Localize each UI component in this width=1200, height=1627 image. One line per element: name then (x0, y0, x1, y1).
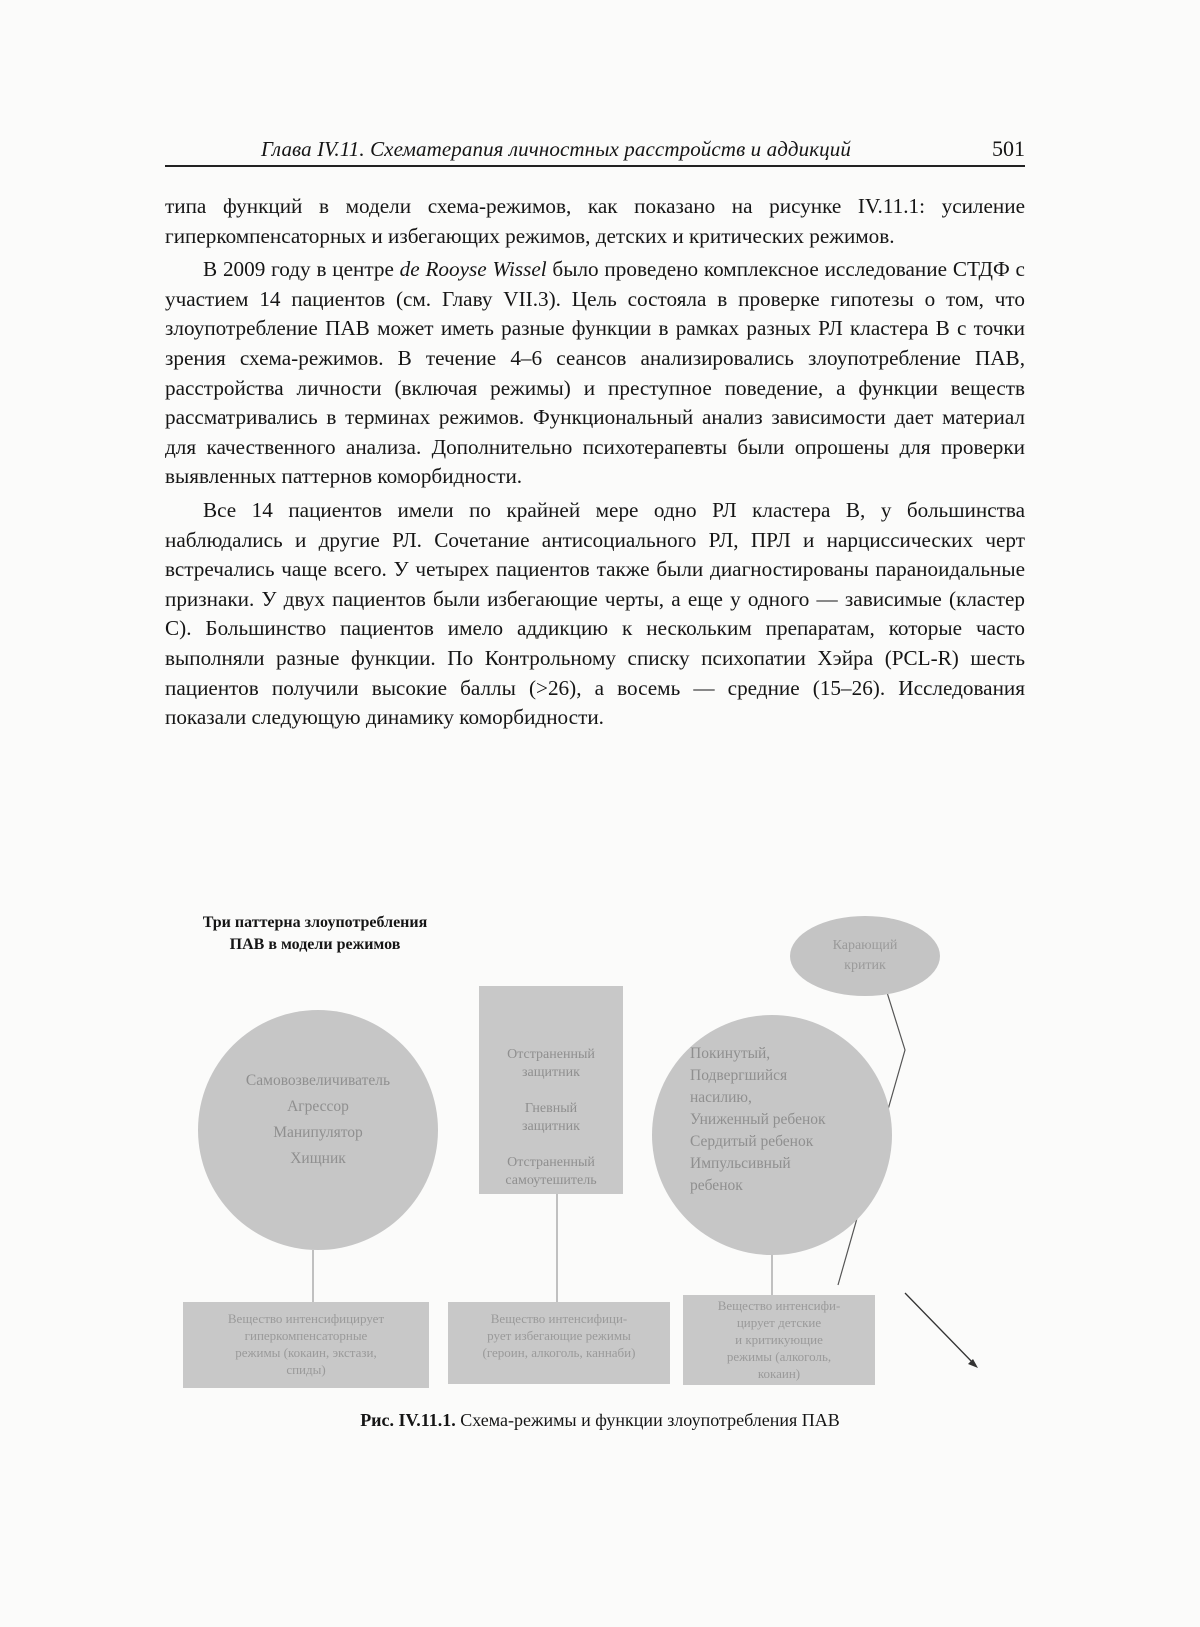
overcompensator-modes-circle: Самовозвеличиватель Агрессор Манипулятор Хищник (198, 1010, 438, 1250)
paragraph-2-rest: было проведено комплексное исследование СТДФ с участием 14 пациентов (см. Главу VII.3). Цель состояла в проверке гипотезы о том, что злоупотребление ПАВ может иметь разные функции в рамках разных РЛ кластера В с точки зрения схема-режимов. В течение 4–6 сеансов анализировались злоупотребление ПАВ, расстройства личности (включая режимы) и преступное поведение, а функции веществ рассматривались в терминах режимов. Функциональный анализ зависимости дает материал для качественного анализа. Дополнительно психотерапевты были опрошены для проверки выявленных паттернов коморбидности. (165, 257, 1025, 489)
chapter-title: Глава IV.11. Схематерапия личностных расстройств и аддикций (261, 137, 851, 161)
avoidant-modes-rect: Отстраненный защитник Гневный защитник Отстраненный самоутешитель (479, 986, 623, 1194)
paragraph-1: типа функций в модели схема-режимов, как показано на рисунке IV.11.1: усиление гиперкомпенсаторных и избегающих режимов, детских и критических режимов. (165, 194, 1025, 248)
page-number: 501 (992, 136, 1025, 161)
figure-caption-text: Схема-режимы и функции злоупотребления ПАВ (455, 1410, 840, 1430)
paragraph-3: Все 14 пациентов имели по крайней мере одно РЛ кластера В, у большинства наблюдались и другие РЛ. Сочетание антисоциального РЛ, ПРЛ и нарциссических черт встречались чаще всего. У четырех пациентов также были диагностированы параноидальные признаки. У двух пациентов были избегающие черты, а еще у одного — зависимые (кластер С). Большинство пациентов имело аддикцию к нескольким препаратам, которые часто выполняли разные функции. По Контрольному списку психопатии Хэйра (PCL-R) шесть пациентов получили высокие баллы (>26), а восемь — средние (15–26). Исследования показали следующую динамику коморбидности. (165, 497, 1025, 730)
overcompensator-substance-box: Вещество интенсифицирует гиперкомпенсаторные режимы (кокаин, экстази, спиды) (183, 1302, 429, 1388)
center-name: de Rooyse Wissel (399, 257, 547, 282)
child-critic-substance-box: Вещество интенсифи- цирует детские и критикующие режимы (алкоголь, кокаин) (683, 1295, 875, 1385)
figure-caption (0, 1410, 1200, 1431)
figure-number: Рис. IV.11.1. (360, 1410, 456, 1430)
figure-heading: Три паттерна злоупотребления ПАВ в модели режимов (202, 914, 428, 953)
child-modes-circle: Покинутый, Подвергшийся насилию, Униженный ребенок Сердитый ребенок Импульсивный ребенок (652, 1015, 892, 1255)
punitive-critic-ellipse: Карающий критик (790, 916, 940, 996)
avoidant-substance-box: Вещество интенсифици- рует избегающие режимы (героин, алкоголь, каннаби) (448, 1302, 670, 1384)
paragraph-2-start: В 2009 году в центре (203, 257, 400, 282)
